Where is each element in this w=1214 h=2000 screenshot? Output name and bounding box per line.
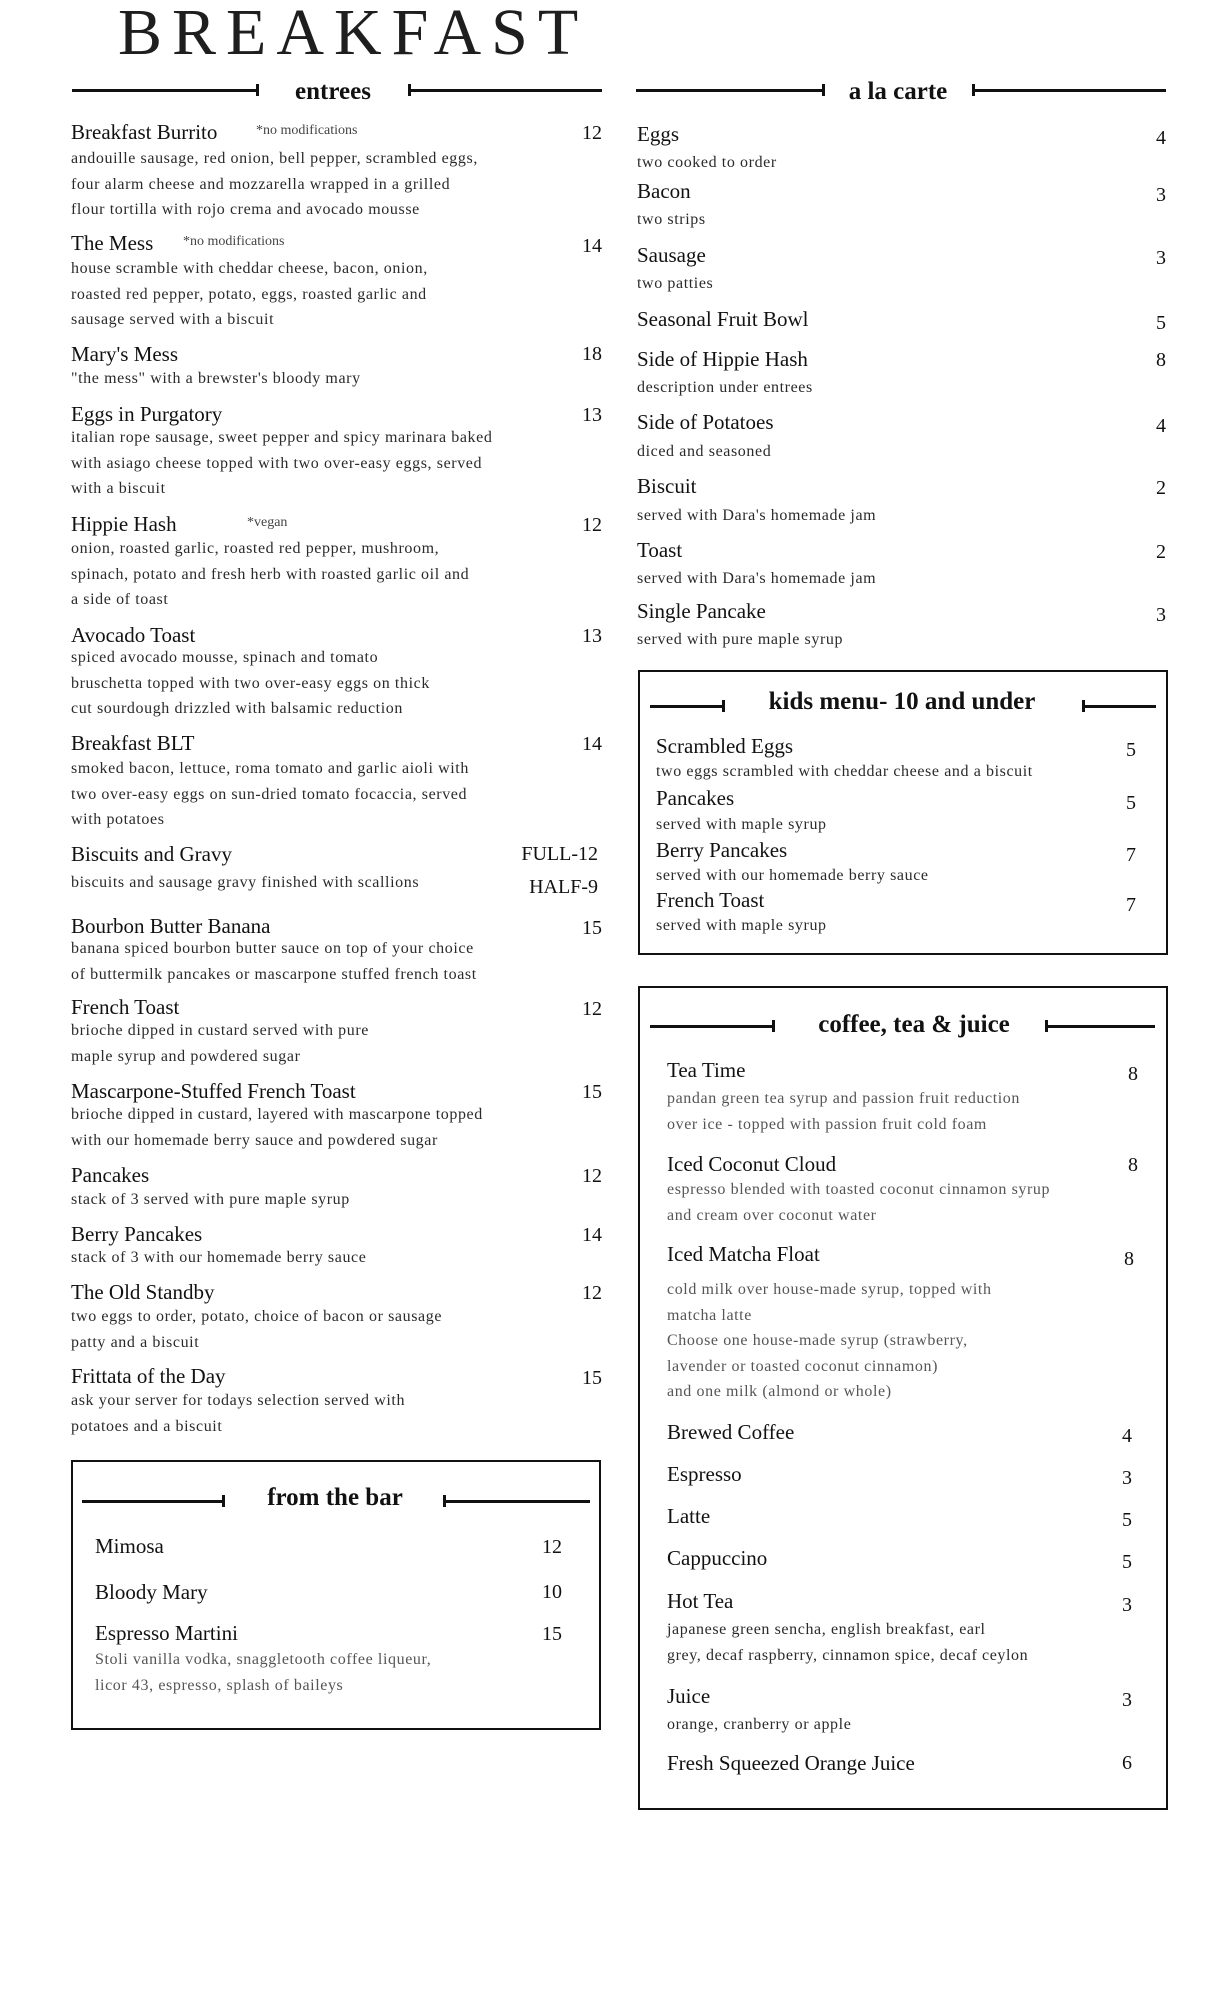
- item-desc: brioche dipped in custard, layered with mascarpone topped with our homemade berry sauce and powdered sugar: [71, 1106, 483, 1149]
- item-name: Juice: [667, 1684, 711, 1708]
- item-name: The Mess: [71, 231, 154, 255]
- item-desc: smoked bacon, lettuce, roma tomato and garlic aioli with two over-easy eggs on sun-dried tomato focaccia, served with potatoes: [71, 760, 469, 828]
- item-name: Avocado Toast: [71, 623, 196, 647]
- item-name: Biscuit: [637, 474, 697, 498]
- item-price: 14: [582, 235, 602, 257]
- item-price: 5: [1126, 792, 1136, 814]
- item-price: 5: [1156, 312, 1166, 334]
- item-desc: two patties: [637, 275, 714, 292]
- item-name: Iced Coconut Cloud: [667, 1152, 837, 1176]
- item-desc: stack of 3 served with pure maple syrup: [71, 1191, 350, 1208]
- bar-heading: from the bar: [267, 1484, 403, 1511]
- item-desc: italian rope sausage, sweet pepper and spicy marinara baked with asiago cheese topped with two over-easy eggs, served with a biscuit: [71, 429, 493, 497]
- item-price: 7: [1126, 894, 1136, 916]
- item-price: 3: [1156, 247, 1166, 269]
- item-name: Breakfast Burrito: [71, 120, 218, 144]
- item-price: 4: [1156, 127, 1166, 149]
- item-note: *no modifications: [183, 234, 285, 249]
- item-price: 12: [542, 1536, 562, 1558]
- item-price: 12: [582, 1282, 602, 1304]
- item-name: Biscuits and Gravy: [71, 842, 232, 866]
- item-price: 13: [582, 625, 602, 647]
- item-price: 4: [1156, 415, 1166, 437]
- item-price: 6: [1122, 1752, 1132, 1774]
- item-desc: pandan green tea syrup and passion fruit reduction over ice - topped with passion fruit cold foam: [667, 1090, 1021, 1133]
- item-name: Espresso Martini: [95, 1621, 238, 1645]
- item-price: 5: [1122, 1509, 1132, 1531]
- item-price: 2: [1156, 541, 1166, 563]
- item-price: 14: [582, 1224, 602, 1246]
- item-name: Eggs in Purgatory: [71, 402, 223, 426]
- item-desc: andouille sausage, red onion, bell pepper, scrambled eggs, four alarm cheese and mozzarella wrapped in a grilled flour tortilla with rojo crema and avocado mousse: [71, 150, 478, 218]
- item-desc: served with maple syrup: [656, 917, 827, 934]
- item-name: Mimosa: [95, 1534, 164, 1558]
- item-desc: biscuits and sausage gravy finished with scallions: [71, 874, 420, 891]
- item-desc: served with Dara's homemade jam: [637, 570, 877, 587]
- item-desc: orange, cranberry or apple: [667, 1716, 852, 1733]
- kids-heading: kids menu- 10 and under: [768, 688, 1036, 715]
- item-name: Mary's Mess: [71, 342, 179, 366]
- item-name: Side of Hippie Hash: [637, 347, 808, 371]
- item-desc: brioche dipped in custard served with pure maple syrup and powdered sugar: [71, 1022, 370, 1065]
- item-name: Cappuccino: [667, 1546, 768, 1570]
- item-name: Berry Pancakes: [656, 838, 788, 862]
- item-name: Side of Potatoes: [637, 410, 774, 434]
- entrees-heading: entrees: [295, 78, 371, 105]
- item-desc: onion, roasted garlic, roasted red pepper, mushroom, spinach, potato and fresh herb with roasted garlic oil and a side of toast: [71, 540, 470, 608]
- item-name: Mascarpone-Stuffed French Toast: [71, 1079, 356, 1103]
- item-name: Iced Matcha Float: [667, 1242, 820, 1266]
- item-name: Sausage: [637, 243, 706, 267]
- item-price: 12: [582, 122, 602, 144]
- item-price: 15: [582, 1081, 602, 1103]
- item-name: Scrambled Eggs: [656, 734, 794, 758]
- item-name: Single Pancake: [637, 599, 766, 623]
- item-price: 3: [1122, 1467, 1132, 1489]
- item-price: 8: [1128, 1063, 1138, 1085]
- item-price: 8: [1124, 1248, 1134, 1270]
- item-price: 15: [582, 1367, 602, 1389]
- item-desc: served with Dara's homemade jam: [637, 507, 877, 524]
- item-desc: spiced avocado mousse, spinach and tomato bruschetta topped with two over-easy eggs on thick cut sourdough drizzled with balsamic reduction: [71, 649, 430, 717]
- item-desc: two cooked to order: [637, 154, 777, 171]
- item-price: 5: [1126, 739, 1136, 761]
- item-price: 12: [582, 998, 602, 1020]
- item-price: 18: [582, 343, 602, 365]
- item-name: Breakfast BLT: [71, 731, 195, 755]
- item-name: Espresso: [667, 1462, 742, 1486]
- item-desc: served with pure maple syrup: [637, 631, 844, 648]
- item-price: 8: [1128, 1154, 1138, 1176]
- item-name: Toast: [637, 538, 683, 562]
- item-note: *vegan: [247, 515, 288, 530]
- item-desc: espresso blended with toasted coconut cinnamon syrup and cream over coconut water: [667, 1181, 1051, 1224]
- item-desc: house scramble with cheddar cheese, bacon, onion, roasted red pepper, potato, eggs, roasted garlic and sausage served with a biscuit: [71, 260, 428, 328]
- item-desc: two strips: [637, 211, 706, 228]
- item-desc: banana spiced bourbon butter sauce on top of your choice of buttermilk pancakes or mascarpone stuffed french toast: [71, 940, 477, 983]
- coffee-heading: coffee, tea & juice: [818, 1011, 1010, 1038]
- item-name: Latte: [667, 1504, 711, 1528]
- item-name: French Toast: [71, 995, 180, 1019]
- item-price-full: FULL-12: [521, 843, 598, 865]
- item-price-half: HALF-9: [529, 876, 598, 898]
- item-name: Pancakes: [656, 786, 735, 810]
- item-desc: diced and seasoned: [637, 443, 772, 460]
- item-name: The Old Standby: [71, 1280, 215, 1304]
- item-price: 12: [582, 514, 602, 536]
- item-price: 5: [1122, 1551, 1132, 1573]
- item-price: 3: [1156, 184, 1166, 206]
- item-price: 15: [582, 917, 602, 939]
- item-name: Hot Tea: [667, 1589, 734, 1613]
- item-price: 4: [1122, 1425, 1132, 1447]
- item-desc: served with our homemade berry sauce: [656, 867, 929, 884]
- item-desc: stack of 3 with our homemade berry sauce: [71, 1249, 367, 1266]
- item-name: Brewed Coffee: [667, 1420, 795, 1444]
- item-desc: Stoli vanilla vodka, snaggletooth coffee liqueur, licor 43, espresso, splash of baileys: [95, 1651, 432, 1694]
- item-price: 3: [1156, 604, 1166, 626]
- item-price: 3: [1122, 1594, 1132, 1616]
- item-name: Hippie Hash: [71, 512, 177, 536]
- item-desc: description under entrees: [637, 379, 813, 396]
- page-title: BREAKFAST: [118, 0, 589, 69]
- item-price: 8: [1156, 349, 1166, 371]
- item-name: Frittata of the Day: [71, 1364, 226, 1388]
- item-name: Pancakes: [71, 1163, 150, 1187]
- item-name: Fresh Squeezed Orange Juice: [667, 1751, 915, 1775]
- item-name: Berry Pancakes: [71, 1222, 203, 1246]
- item-name: Bloody Mary: [95, 1580, 208, 1604]
- item-price: 13: [582, 404, 602, 426]
- item-price: 10: [542, 1581, 562, 1603]
- item-desc: "the mess" with a brewster's bloody mary: [71, 370, 361, 387]
- item-name: Seasonal Fruit Bowl: [637, 307, 809, 331]
- item-name: Tea Time: [667, 1058, 746, 1082]
- item-price: 14: [582, 733, 602, 755]
- item-desc: japanese green sencha, english breakfast, earl grey, decaf raspberry, cinnamon spice, decaf ceylon: [667, 1621, 1029, 1664]
- item-desc: two eggs to order, potato, choice of bacon or sausage patty and a biscuit: [71, 1308, 443, 1351]
- item-name: Eggs: [637, 122, 679, 146]
- item-name: French Toast: [656, 888, 765, 912]
- item-desc: served with maple syrup: [656, 816, 827, 833]
- item-desc: cold milk over house-made syrup, topped with matcha latte Choose one house-made syrup (strawberry, lavender or toasted coconut cinnamon) and one milk (almond or whole): [667, 1281, 992, 1400]
- item-desc: two eggs scrambled with cheddar cheese and a biscuit: [656, 763, 1033, 780]
- item-name: Bacon: [637, 179, 691, 203]
- item-price: 7: [1126, 844, 1136, 866]
- item-price: 2: [1156, 477, 1166, 499]
- item-name: Bourbon Butter Banana: [71, 914, 271, 938]
- item-price: 15: [542, 1623, 562, 1645]
- item-note: *no modifications: [256, 123, 358, 138]
- alacarte-heading: a la carte: [848, 78, 948, 105]
- item-price: 12: [582, 1165, 602, 1187]
- item-desc: ask your server for todays selection served with potatoes and a biscuit: [71, 1392, 406, 1435]
- item-price: 3: [1122, 1689, 1132, 1711]
